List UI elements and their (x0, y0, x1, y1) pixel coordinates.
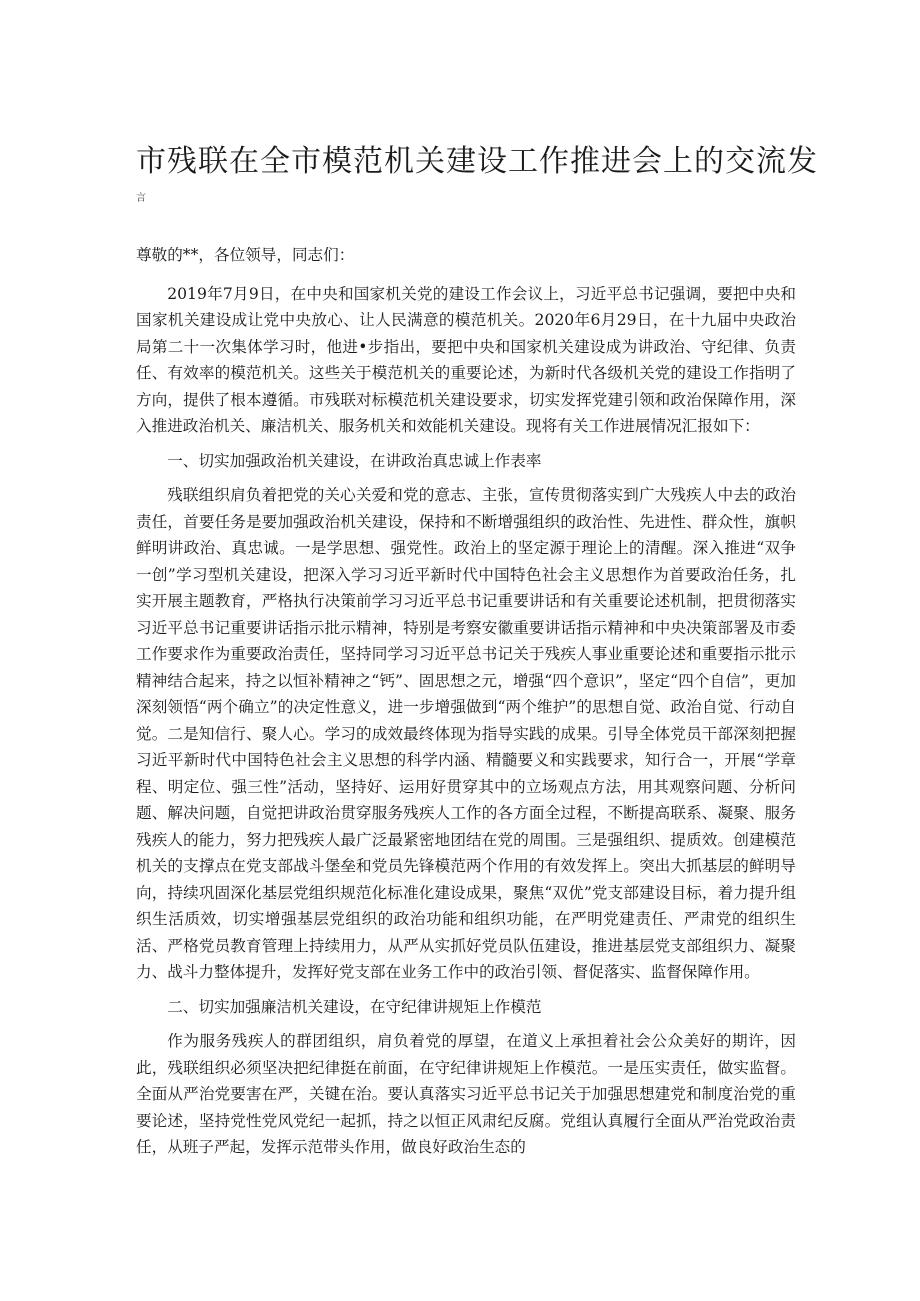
salutation: 尊敬的**，各位领导，同志们： (136, 246, 355, 264)
paragraph-section-1: 残联组织肩负着把党的关心关爱和党的意志、主张，宣传贯彻落实到广大残疾人中去的政治责任，首要任务是要加强政治机关建设，保持和不断增强组织的政治性、先进性、群众性，旗帜鲜明讲政治、真忠诚。一是学思想、强党性。政治上的坚定源于理论上的清醒。深入推进“双争一创”学习型机关建设，把深入学习习近平新时代中国特色社会主义思想作为首要政治任务，扎实开展主题教育，严格执行决策前学习习近平总书记重要讲话和有关重要论述机制，把贯彻落实习近平总书记重要讲话指示批示精神，特别是考察安徽重要讲话指示精神和中央决策部署及市委工作要求作为重要政治责任，坚持同学习习近平总书记关于残疾人事业重要论述和重要指示批示精神结合起来，持之以恒补精神之“钙”、固思想之元，增强“四个意识”，坚定“四个自信”，更加深刻领悟“两个确立”的决定性意义，进一步增强做到“两个维护”的思想自觉、政治自觉、行动自觉。二是知信行、聚人心。学习的成效最终体现为指导实践的成果。引导全体党员干部深刻把握习近平新时代中国特色社会主义思想的科学内涵、精髓要义和实践要求，知行合一，开展“学章程、明定位、强三性”活动，坚持好、运用好贯穿其中的立场观点方法，用其观察问题、分析问题、解决问题，自觉把讲政治贯穿服务残疾人工作的各方面全过程，不断提高联系、凝聚、服务残疾人的能力，努力把残疾人最广泛最紧密地团结在党的周围。三是强组织、提质效。创建模范机关的支撑点在党支部战斗堡垒和党员先锋模范两个作用的有效发挥上。突出大抓基层的鲜明导向，持续巩固深化基层党组织规范化标准化建设成果，聚焦“双优”党支部建设目标，着力提升组织生活质效，切实增强基层党组织的政治功能和组织功能，在严明党建责任、严肃党的组织生活、严格党员教育管理上持续用力，从严从实抓好党员队伍建设，推进基层党支部组织力、凝聚力、战斗力整体提升，发挥好党支部在业务工作中的政治引领、督促落实、监督保障作用。 (136, 486, 796, 981)
paragraph-section-2: 作为服务残疾人的群团组织，肩负着党的厚望，在道义上承担着社会公众美好的期许，因此，残联组织必须坚决把纪律挺在前面，在守纪律讲规矩上作模范。一是压实责任，做实监督。全面从严治党要害在严，关键在治。要认真落实习近平总书记关于加强思想建党和制度治党的重要论述，坚持党性党风党纪一起抓，持之以恒正风肃纪反腐。党组认真履行全面从严治党政治责任，从班子严起，发挥示范带头作用，做良好政治生态的 (136, 1032, 796, 1156)
paragraph-intro: 2019年7月9日，在中央和国家机关党的建设工作会议上，习近平总书记强调，要把中央和国家机关建设成让党中央放心、让人民满意的模范机关。2020年6月29日，在十九届中央政治局第二十一次集体学习时，他进•步指出，要把中央和国家机关建设成为讲政治、守纪律、负责任、有效率的模范机关。这些关于模范机关的重要论述，为新时代各级机关党的建设工作指明了方向，提供了根本遵循。市残联对标模范机关建设要求，切实发挥党建引领和政治保障作用，深入推进政治机关、廉洁机关、服务机关和效能机关建设。现将有关工作进展情况汇报如下： (136, 284, 796, 435)
section-heading-1: 一、切实加强政治机关建设，在讲政治真忠诚上作表率 (167, 451, 542, 470)
section-heading-2: 二、切实加强廉洁机关建设，在守纪律讲规矩上作模范 (167, 997, 542, 1016)
document-title-continuation: 言 (136, 193, 146, 204)
document-body (136, 242, 796, 1169)
document-title: 市残联在全市模范机关建设工作推进会上的交流发 (136, 144, 818, 179)
